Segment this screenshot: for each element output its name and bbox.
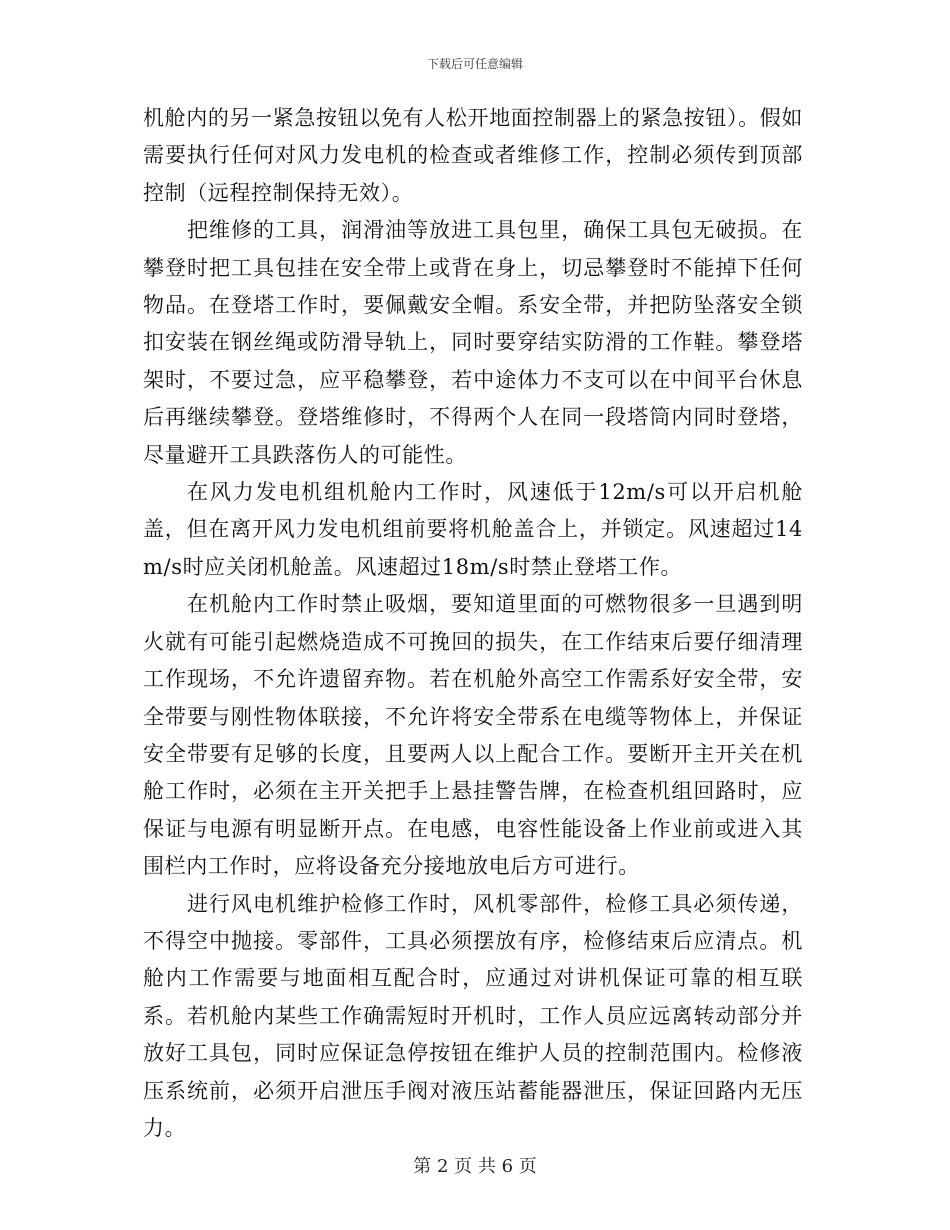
paragraph-continued: 机舱内的另一紧急按钮以免有人松开地面控制器上的紧急按钮）。假如需要执行任何对风力发电机的检查或者维修工作，控制必须传到顶部控制（远程控制保持无效）。	[143, 106, 803, 205]
page-header: 下载后可任意编辑	[426, 57, 523, 71]
document-body	[143, 100, 803, 1147]
paragraph-wind-speed: 在风力发电机组机舱内工作时，风速低于12m/s可以开启机舱盖，但在离开风力发电机组前要将机舱盖合上，并锁定。风速超过14m/s时应关闭机舱盖。风速超过18m/s时禁止登塔工作。	[143, 480, 803, 579]
paragraph-tools: 把维修的工具，润滑油等放进工具包里，确保工具包无破损。在攀登时把工具包挂在安全带上或背在身上，切忌攀登时不能掉下任何物品。在登塔工作时，要佩戴安全帽。系安全带，并把防坠落安全锁扣安装在钢丝绳或防滑导轨上，同时要穿结实防滑的工作鞋。攀登塔架时，不要过急，应平稳攀登，若中途体力不支可以在中间平台休息后再继续攀登。登塔维修时，不得两个人在同一段塔筒内同时登塔，尽量避开工具跌落伤人的可能性。	[143, 218, 803, 467]
page-footer: 第 2 页 共 6 页	[413, 1156, 537, 1177]
paragraph-maintenance: 进行风电机维护检修工作时，风机零部件，检修工具必须传递，不得空中抛接。零部件，工具必须摆放有序，检修结束后应清点。机舱内工作需要与地面相互配合时，应通过对讲机保证可靠的相互联系。若机舱内某些工作确需短时开机时，工作人员应远离转动部分并放好工具包，同时应保证急停按钮在维护人员的控制范围内。检修液压系统前，必须开启泄压手阀对液压站蓄能器泄压，保证回路内无压力。	[143, 891, 803, 1140]
paragraph-nacelle-safety: 在机舱内工作时禁止吸烟，要知道里面的可燃物很多一旦遇到明火就有可能引起燃烧造成不可挽回的损失，在工作结束后要仔细清理工作现场，不允许遗留弃物。若在机舱外高空工作需系好安全带，安全带要与刚性物体联接，不允许将安全带系在电缆等物体上，并保证安全带要有足够的长度，且要两人以上配合工作。要断开主开关在机舱工作时，必须在主开关把手上悬挂警告牌，在检查机组回路时，应保证与电源有明显断开点。在电感，电容性能设备上作业前或进入其围栏内工作时，应将设备充分接地放电后方可进行。	[143, 592, 803, 879]
